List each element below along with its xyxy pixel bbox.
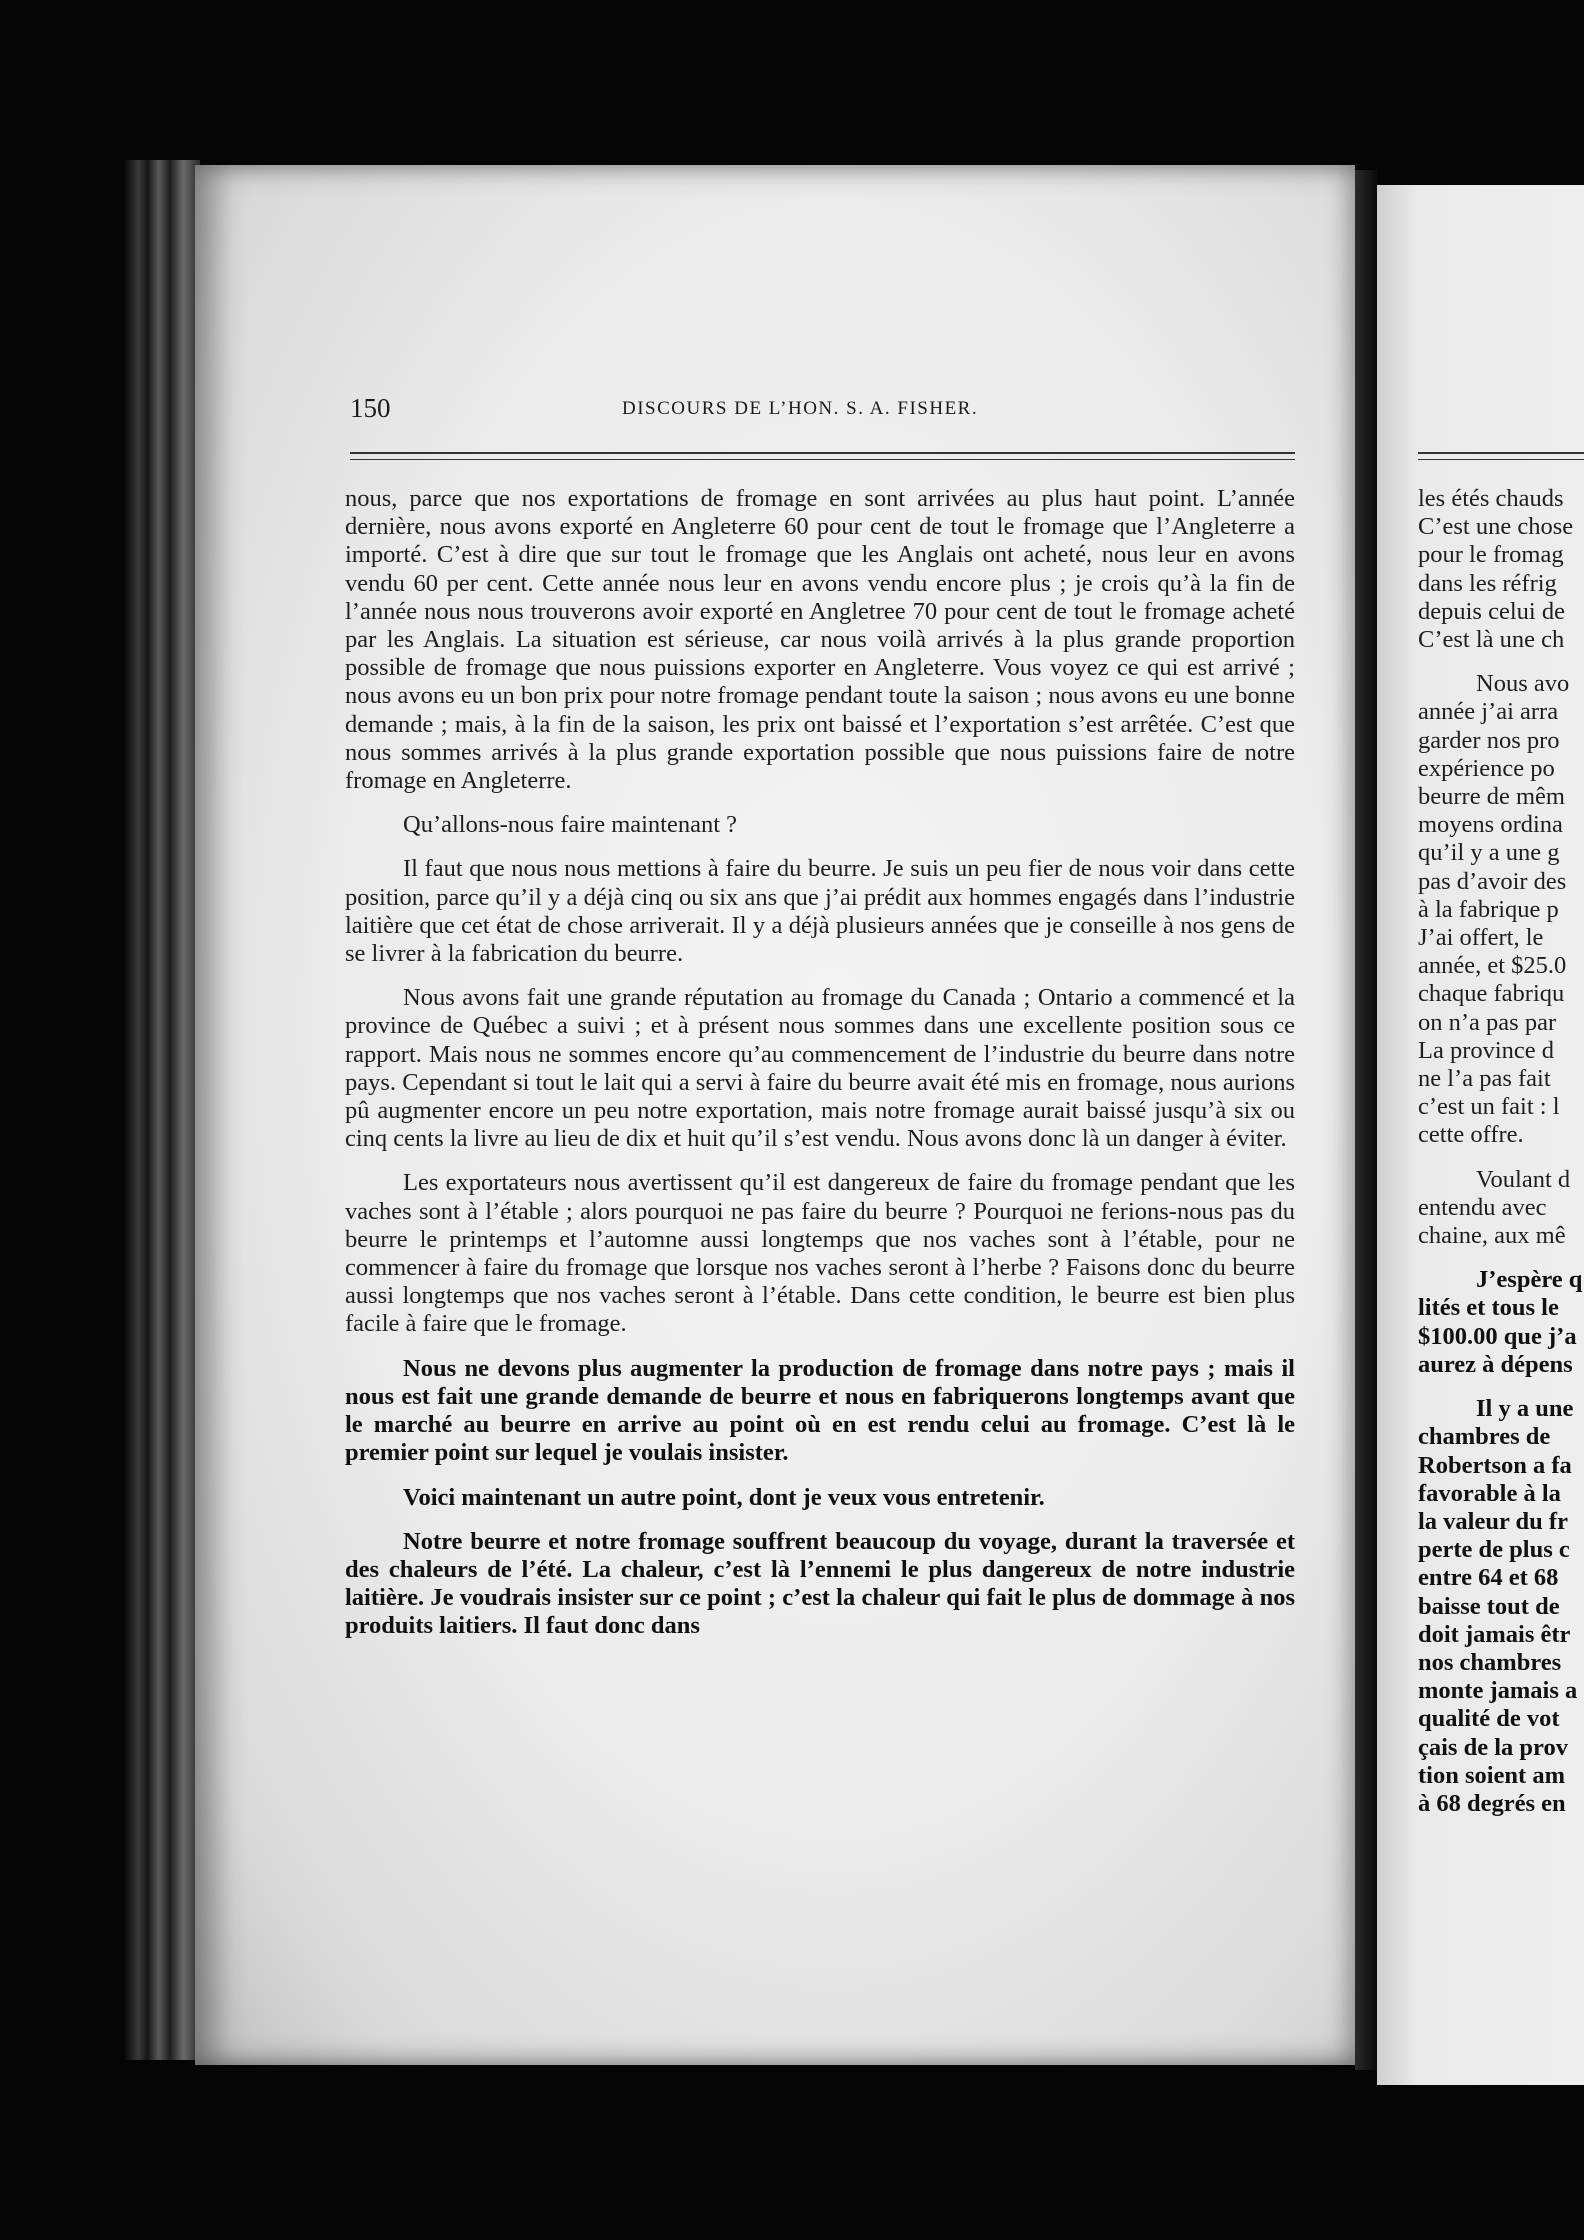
book-binding (125, 160, 200, 2060)
facing-paragraph (1418, 1266, 1584, 1379)
facing-line: cette offre. (1418, 1121, 1524, 1149)
facing-line: çais de la prov (1418, 1733, 1568, 1761)
facing-line: doit jamais êtr (1418, 1620, 1571, 1648)
facing-line: moyens ordina (1418, 811, 1563, 839)
facing-line: aurez à dépens (1418, 1350, 1573, 1378)
facing-line: baisse tout de (1418, 1592, 1560, 1620)
paragraph: Nous ne devons plus augmenter la production de fromage dans notre pays ; mais il nous est fait une grande demande de beurre et nous en fabriquerons longtemps avant que le marché au beurre en arrive au point où en est rendu celui au fromage. C’est là le premier point sur lequel je voulais insister. (345, 1354, 1295, 1467)
facing-line: à 68 degrés en (1418, 1789, 1566, 1817)
page-body (345, 485, 1295, 1657)
facing-line: chaque fabriqu (1418, 980, 1565, 1008)
facing-line: J’espère q (1476, 1266, 1583, 1294)
facing-header-rule-thin (1418, 459, 1584, 460)
facing-line: pas d’avoir des (1418, 867, 1567, 895)
facing-paragraph (1418, 1166, 1584, 1251)
facing-line: les étés chauds (1418, 485, 1564, 512)
facing-line: chaine, aux mê (1418, 1222, 1566, 1250)
facing-line: La province d (1418, 1036, 1555, 1064)
facing-line: ne l’a pas fait (1418, 1065, 1551, 1093)
facing-line: beurre de mêm (1418, 783, 1565, 811)
facing-paragraph (1418, 670, 1584, 1149)
paragraph: Les exportateurs nous avertissent qu’il est dangereux de faire du fromage pendant que les vaches sont à l’étable ; alors pourquoi ne pas faire du beurre ? Pourquoi ne ferions-nous pas du beurre le printemps et l’automne aussi longtemps que nos vaches sont à l’étable, pour ne commencer à faire du fromage que lorsque nos vaches seront à l’herbe ? Faisons donc du beurre aussi longtemps que nos vaches seront à l’étable. Dans cette condition, le beurre est bien plus facile à faire que le fromage. (345, 1169, 1295, 1338)
facing-line: J’ai offert, le (1418, 924, 1544, 952)
facing-line: depuis celui de (1418, 597, 1565, 625)
paragraph: nous, parce que nos exportations de fromage en sont arrivées au plus haut point. L’année dernière, nous avons exporté en Angleterre 60 pour cent de tout le fromage que l’Angleterre a importé. C’est à dire que sur tout le fromage que les Anglais ont acheté, nous leur en avons vendu 60 per cent. Cette année nous leur en avons vendu encore plus ; je crois qu’à la fin de l’année nous nous trouverons avoir exporté en Angletree 70 pour cent de tout le fromage acheté par les Anglais. La situation est sérieuse, car nous voilà arrivés à la plus grande proportion possible de fromage que nous puissions exporter en Angleterre. Vous voyez ce qui est arrivé ; nous avons eu un bon prix pour notre fromage pendant toute la saison ; nous avons eu une bonne demande ; mais, à la fin de la saison, les prix ont baissé et l’exportation s’est arrêtée. C’est que nous sommes arrivés à la plus grande exportation possible que nous puissions faire de notre fromage en Angleterre. (345, 485, 1295, 795)
facing-line: la valeur du fr (1418, 1507, 1568, 1535)
header-rule-thin (350, 459, 1295, 460)
facing-line: C’est là une ch (1418, 626, 1565, 654)
facing-line: tion soient am (1418, 1761, 1565, 1789)
facing-paragraph (1418, 485, 1584, 654)
paragraph: Nous avons fait une grande réputation au fromage du Canada ; Ontario a commencé et la province de Québec a suivi ; et à présent nous sommes dans une excellente position sous ce rapport. Mais nous ne sommes encore qu’au commencement de l’industrie du beurre dans notre pays. Cependant si tout le lait qui a servi à faire du beurre avait été mis en fromage, nous aurions pû augmenter encore un peu notre exportation, mais notre fromage aurait baissé jusqu’à six ou cinq cents la livre au lieu de dix et huit qu’il s’est vendu. Nous avons donc là un danger à éviter. (345, 984, 1295, 1153)
facing-line: perte de plus c (1418, 1536, 1570, 1564)
facing-line: pour le fromag (1418, 541, 1564, 569)
facing-line: chambres de (1418, 1423, 1551, 1451)
facing-line: Il y a une (1476, 1395, 1574, 1423)
facing-header-rule-thick (1418, 452, 1584, 454)
facing-line: expérience po (1418, 754, 1555, 782)
facing-line: on n’a pas par (1418, 1008, 1557, 1036)
facing-page-text (1418, 485, 1584, 1834)
facing-line: dans les réfrig (1418, 569, 1557, 597)
facing-line: nos chambres (1418, 1648, 1562, 1676)
facing-line: entendu avec (1418, 1193, 1547, 1221)
facing-line: année j’ai arra (1418, 698, 1559, 726)
facing-line: C’est une chose (1418, 513, 1574, 541)
page-gutter (1355, 170, 1377, 2070)
facing-line: qualité de vot (1418, 1705, 1560, 1733)
facing-line: Voulant d (1476, 1165, 1571, 1193)
paragraph: Notre beurre et notre fromage souffrent beaucoup du voyage, durant la traversée et des chaleurs de l’été. La chaleur, c’est là l’ennemi le plus dangereux de notre industrie laitière. Je voudrais insister sur ce point ; c’est la chaleur qui fait le plus de dommage à nos produits laitiers. Il faut donc dans (345, 1527, 1295, 1640)
facing-line: lités et tous le (1418, 1294, 1559, 1322)
header-rule-thick (350, 452, 1295, 454)
facing-line: $100.00 que j’a (1418, 1322, 1577, 1350)
paragraph: Voici maintenant un autre point, dont je veux vous entretenir. (403, 1483, 1045, 1511)
facing-line: monte jamais a (1418, 1677, 1578, 1705)
facing-line: Robertson a fa (1418, 1451, 1572, 1479)
facing-line: favorable à la (1418, 1479, 1561, 1507)
facing-line: c’est un fait : l (1418, 1093, 1560, 1121)
facing-paragraph (1418, 1395, 1584, 1818)
facing-line: entre 64 et 68 (1418, 1564, 1559, 1592)
facing-line: à la fabrique p (1418, 895, 1559, 923)
facing-line: garder nos pro (1418, 726, 1560, 754)
page-header (350, 393, 1295, 429)
paragraph: Il faut que nous nous mettions à faire du beurre. Je suis un peu fier de nous voir dans cette position, parce qu’il y a déjà cinq ou six ans que j’ai prédit aux hommes engagés dans l’industrie laitière que cet état de chose arriverait. Il y a déjà plusieurs années que je conseille à nos gens de se livrer à la fabrication du beurre. (345, 855, 1295, 968)
facing-line: Nous avo (1476, 670, 1570, 698)
running-title: DISCOURS DE L’HON. S. A. FISHER. (622, 398, 979, 419)
paragraph: Qu’allons-nous faire maintenant ? (403, 811, 738, 839)
page-number: 150 (350, 393, 391, 423)
facing-line: année, et $25.0 (1418, 952, 1567, 980)
facing-line: qu’il y a une g (1418, 839, 1560, 867)
